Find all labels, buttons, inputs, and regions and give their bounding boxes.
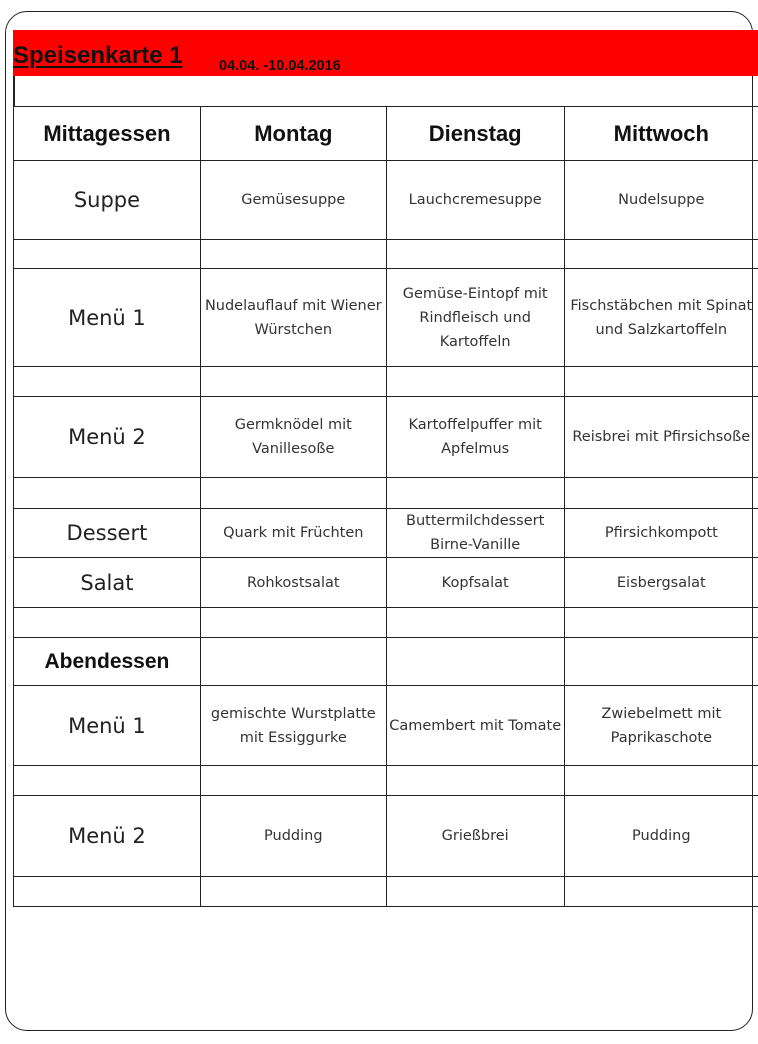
menu-cell: Pudding: [200, 796, 386, 877]
page-title: Speisenkarte 1: [13, 42, 183, 69]
menu-cell: Buttermilchdessert Birne-Vanille: [386, 509, 564, 558]
date-range: 04.04. -10.04.2016: [219, 58, 341, 74]
row-label: Menü 2: [14, 397, 201, 478]
row-lunch-menu1: [14, 269, 758, 367]
section-label-abendessen: Abendessen: [14, 638, 201, 686]
row-lunch-menu2: [14, 397, 758, 478]
menu-cell: Nudelauflauf mit Wiener Würstchen: [200, 269, 386, 367]
row-dinner-menu2: [14, 796, 758, 877]
menu-cell: Rohkostsalat: [200, 558, 386, 608]
spacer-row: [14, 367, 758, 397]
table-left-edge: [13, 76, 15, 106]
menu-cell: Pfirsichkompott: [564, 509, 758, 558]
row-label: Salat: [14, 558, 201, 608]
row-label: Menü 2: [14, 796, 201, 877]
spacer-row: [14, 766, 758, 796]
spacer-row: [14, 608, 758, 638]
row-label: Menü 1: [14, 269, 201, 367]
menu-cell: Reisbrei mit Pfirsichsoße: [564, 397, 758, 478]
header-day-montag: Montag: [200, 107, 386, 161]
row-abendessen: [14, 638, 758, 686]
menu-cell: Gemüsesuppe: [200, 161, 386, 240]
menu-cell: gemischte Wurstplatte mit Essiggurke: [200, 686, 386, 766]
menu-cell: Lauchcremesuppe: [386, 161, 564, 240]
menu-cell: Gemüse-Eintopf mit Rindfleisch und Kartoffeln: [386, 269, 564, 367]
header-row: [14, 107, 758, 161]
row-dinner-menu1: [14, 686, 758, 766]
row-suppe: [14, 161, 758, 240]
menu-cell: Kartoffelpuffer mit Apfelmus: [386, 397, 564, 478]
spacer-row: [14, 240, 758, 269]
menu-cell: Germknödel mit Vanillesoße: [200, 397, 386, 478]
spacer-row: [14, 478, 758, 509]
menu-table: [13, 106, 758, 907]
menu-cell: Camembert mit Tomate: [386, 686, 564, 766]
menu-cell: Kopfsalat: [386, 558, 564, 608]
row-salat: [14, 558, 758, 608]
row-label: Suppe: [14, 161, 201, 240]
menu-cell: Zwiebelmett mit Paprikaschote: [564, 686, 758, 766]
row-dessert: [14, 509, 758, 558]
menu-cell: Fischstäbchen mit Spinat und Salzkartoffeln: [564, 269, 758, 367]
header-mittagessen: Mittagessen: [14, 107, 201, 161]
menu-cell: Grießbrei: [386, 796, 564, 877]
menu-cell: Nudelsuppe: [564, 161, 758, 240]
menu-cell: Pudding: [564, 796, 758, 877]
spacer-row: [14, 877, 758, 907]
row-label: Dessert: [14, 509, 201, 558]
menu-cell: Quark mit Früchten: [200, 509, 386, 558]
header-day-dienstag: Dienstag: [386, 107, 564, 161]
header-day-mittwoch: Mittwoch: [564, 107, 758, 161]
menu-cell: Eisbergsalat: [564, 558, 758, 608]
row-label: Menü 1: [14, 686, 201, 766]
